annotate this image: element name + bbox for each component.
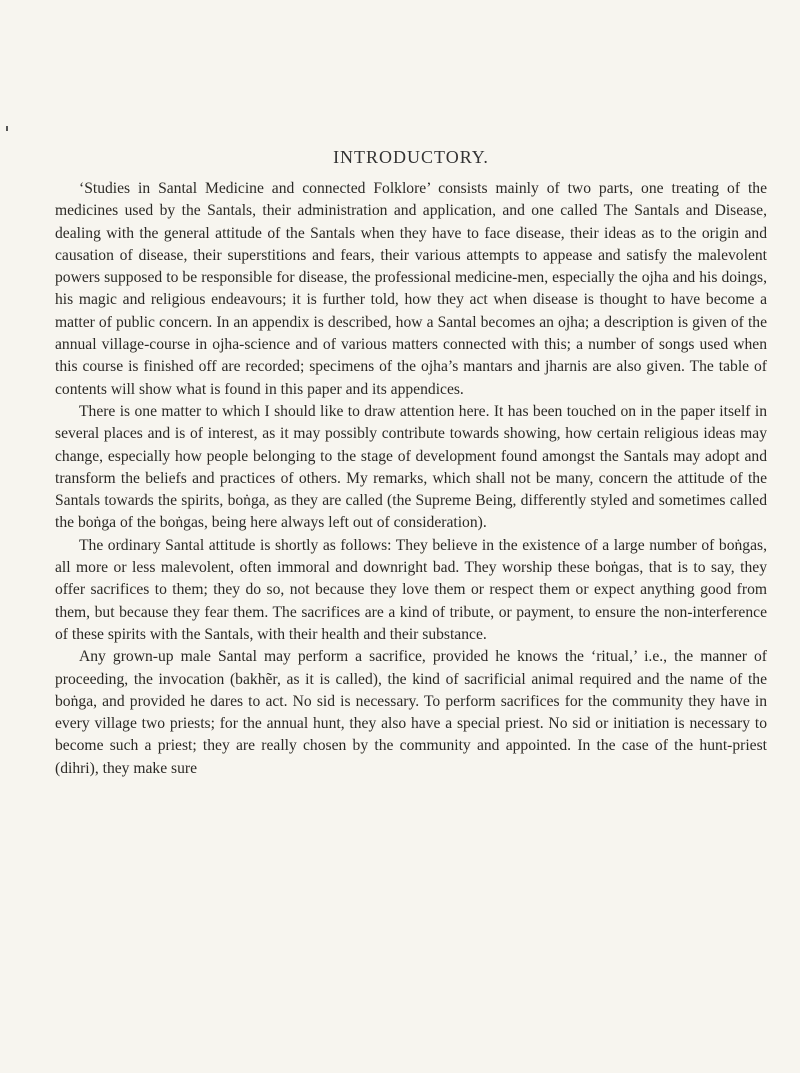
paragraph-4: Any grown-up male Santal may perform a sacrifice, provided he knows the ‘ritual,’ i.e., the manner of proceeding, the invocation (bakhẽr, as it is called), the kind of sacrificial animal required and the name of the boṅga, and provided he dares to act. No sid is necessary. To perform sacrifices for the community they have in every village two priests; for the annual hunt, they also have a special priest. No sid or initiation is necessary to become such a priest; they are really chosen by the community and appointed. In the case of the hunt-priest (dihri), they make sure [55, 648, 767, 777]
document-page [55, 147, 767, 780]
paragraph-1: ‘Studies in Santal Medicine and connected Folklore’ consists mainly of two parts, one treating of the medicines used by the Santals, their administration and application, and one called The Santals and Disease, dealing with the general attitude of the Santals when they have to face disease, their ideas as to the origin and causation of disease, their superstitions and fears, their various attempts to appease and satisfy the malevolent powers supposed to be responsible for disease, the professional medicine-men, especially the ojha and his doings, his magic and religious endeavours; it is further told, how they act when disease is thought to have become a matter of public concern. In an appendix is described, how a Santal becomes an ojha; a description is given of the annual village-course in ojha-science and of various matters connected with this; a number of songs used when this course is finished off are recorded; specimens of the ojha’s mantars and jharnis are also given. The table of contents will show what is found in this paper and its appendices. [55, 180, 767, 398]
page-heading: INTRODUCTORY. [333, 147, 489, 167]
paragraph-2: There is one matter to which I should like to draw attention here. It has been touched on in the paper itself in several places and is of interest, as it may possibly contribute towards showing, how certain religious ideas may change, especially how people belonging to the stage of development found amongst the Santals may adopt and transform the beliefs and practices of others. My remarks, which shall not be many, concern the attitude of the Santals towards the spirits, boṅga, as they are called (the Supreme Being, differently styled and sometimes called the boṅga of the boṅgas, being here always left out of consideration). [55, 402, 767, 532]
paragraph-3: The ordinary Santal attitude is shortly as follows: They believe in the existence of a large number of boṅgas, all more or less malevolent, often immoral and downright bad. They worship these boṅgas, that is to say, they offer sacrifices to them; they do so, not because they love them or respect them or expect anything good from them, but because they fear them. The sacrifices are a kind of tribute, or payment, to ensure the non-interference of these spirits with the Santals, with their health and their substance. [55, 536, 767, 643]
scan-mark [6, 126, 8, 131]
